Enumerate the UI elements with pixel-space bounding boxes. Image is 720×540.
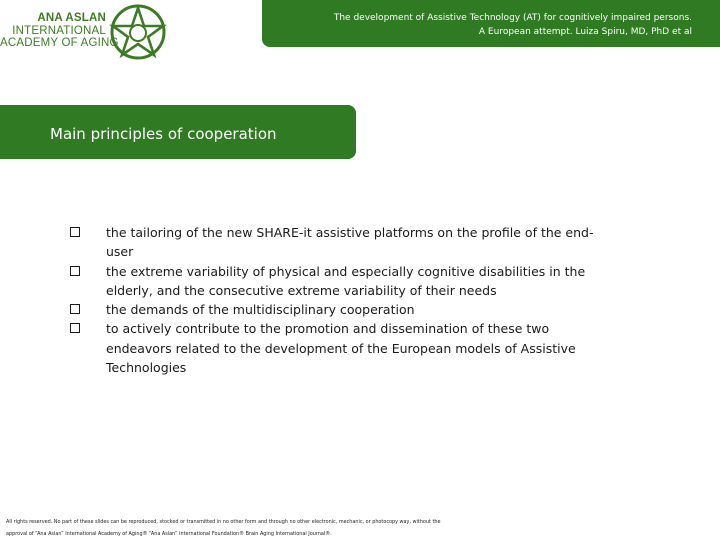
- logo-line-2: INTERNATIONAL: [12, 24, 106, 37]
- checkbox-bullet-icon: [70, 323, 80, 333]
- logo-line-1: ANA ASLAN: [37, 12, 106, 24]
- list-item-text: the tailoring of the new SHARE-it assistive platforms on the profile of the end-user: [106, 225, 594, 260]
- list-item-text: the demands of the multidisciplinary cooperation: [106, 302, 415, 318]
- header-line-1: The development of Assistive Technology (AT) for cognitively impaired persons.: [333, 13, 692, 23]
- footer-line-1: All rights reserved. No part of these slides can be reproduced, stocked or transmitted in no other form and through no other electronic, mechanic, or photocopy way, without the: [6, 519, 441, 525]
- checkbox-bullet-icon: [70, 227, 80, 237]
- list-item: [70, 319, 600, 377]
- presentation-header: [262, 0, 720, 47]
- star-emblem-icon: [109, 3, 167, 61]
- copyright-footer: [6, 516, 718, 540]
- list-item-text: to actively contribute to the promotion and dissemination of these two endeavors related to the development of the European models of Assistive Technologies: [106, 321, 576, 376]
- logo-line-3: ACADEMY OF AGING: [0, 37, 119, 49]
- slide-title: Main principles of cooperation: [50, 125, 277, 143]
- list-item: [70, 223, 600, 262]
- list-item: [70, 262, 600, 301]
- principles-list: [70, 223, 600, 377]
- academy-logo-text: [0, 12, 119, 50]
- list-item: [70, 300, 600, 319]
- slide-title-band: [0, 105, 356, 159]
- checkbox-bullet-icon: [70, 304, 80, 314]
- checkbox-bullet-icon: [70, 266, 80, 276]
- list-item-text: the extreme variability of physical and especially cognitive disabilities in the elderly, and the consecutive extreme variability of their needs: [106, 263, 586, 298]
- header-line-2: A European attempt. Luiza Spiru, MD, PhD et al: [478, 27, 692, 37]
- footer-line-2: approval of “Ana Aslan” International Academy of Aging® “Ana Aslan” International Foundation® Brain Aging International Journal®.: [6, 531, 332, 537]
